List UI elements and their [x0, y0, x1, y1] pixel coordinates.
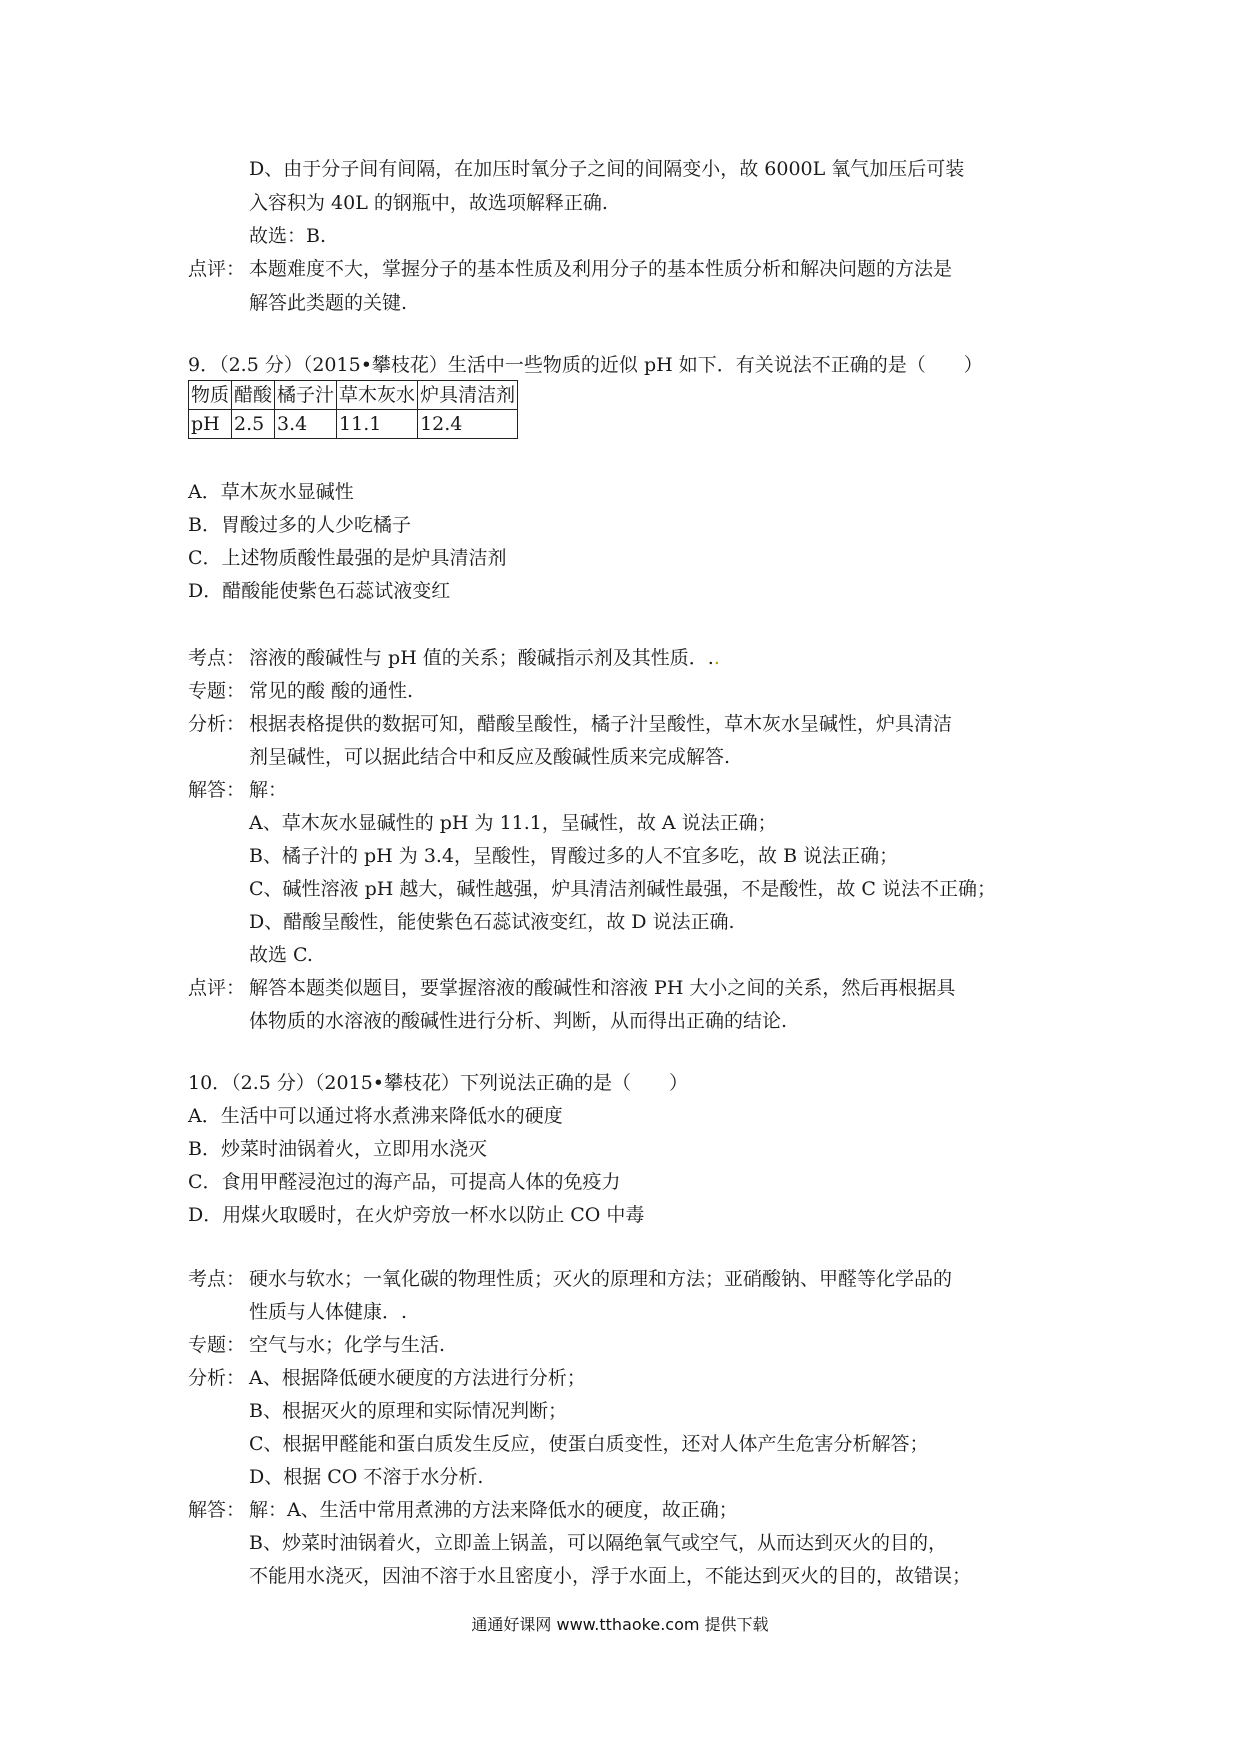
q10-fenxi-label: 分析： — [188, 1367, 246, 1389]
prev-comment-line1: 本题难度不大，掌握分子的基本性质及利用分子的基本性质分析和解决问题的方法是 — [249, 258, 953, 280]
table-cell: 12.4 — [418, 410, 518, 439]
q9-zhuanti-label: 专题： — [188, 680, 246, 702]
q9-option-b: B．胃酸过多的人少吃橘子 — [188, 514, 411, 536]
page-footer: 通通好课网 www.tthaoke.com 提供下载 — [471, 1615, 769, 1634]
q9-jieda-line: 故选 C. — [249, 944, 313, 966]
q9-jieda-label: 解答： — [188, 779, 246, 801]
q9-fenxi-label: 分析： — [188, 713, 246, 735]
q10-kaodian-line1: 硬水与软水；一氧化碳的物理性质；灭火的原理和方法；亚硝酸钠、甲醛等化学品的 — [249, 1268, 953, 1290]
q10-fenxi-first: A、根据降低硬水硬度的方法进行分析； — [249, 1367, 586, 1389]
q10-fenxi-line: B、根据灭火的原理和实际情况判断； — [249, 1400, 567, 1422]
q9-dianping-line2: 体物质的水溶液的酸碱性进行分析、判断，从而得出正确的结论. — [249, 1010, 788, 1032]
q9-jieda-line: D、醋酸呈酸性，能使紫色石蕊试液变红，故 D 说法正确. — [249, 911, 735, 933]
prev-comment-line2: 解答此类题的关键. — [249, 292, 408, 314]
q9-kaodian-label: 考点： — [188, 647, 246, 669]
q10-option-a: A．生活中可以通过将水煮沸来降低水的硬度 — [188, 1105, 563, 1127]
q9-option-c: C．上述物质酸性最强的是炉具清洁剂 — [188, 547, 507, 569]
table-cell: 3.4 — [275, 410, 337, 439]
q9-option-a: A．草木灰水显碱性 — [188, 481, 354, 503]
q10-option-d: D．用煤火取暖时，在火炉旁放一杯水以防止 CO 中毒 — [188, 1204, 645, 1226]
table-cell: 2.5 — [232, 410, 275, 439]
table-cell: 草木灰水 — [337, 381, 418, 410]
q9-dianping-line1: 解答本题类似题目，要掌握溶液的酸碱性和溶液 PH 大小之间的关系，然后再根据具 — [249, 977, 956, 999]
table-cell: 11.1 — [337, 410, 418, 439]
q10-fenxi-line: D、根据 CO 不溶于水分析. — [249, 1466, 484, 1488]
q10-kaodian-label: 考点： — [188, 1268, 246, 1290]
q9-fenxi-line1: 根据表格提供的数据可知，醋酸呈酸性，橘子汁呈酸性，草木灰水呈碱性，炉具清洁 — [249, 713, 953, 735]
ph-table — [188, 380, 518, 439]
q9-jieda-head: 解： — [249, 779, 288, 801]
q10-stem: 10．（2.5 分）（2015•攀枝花）下列说法正确的是（ ） — [188, 1072, 688, 1094]
q9-kaodian — [249, 644, 720, 672]
q10-option-b: B．炒菜时油锅着火，立即用水浇灭 — [188, 1138, 487, 1160]
q10-kaodian-line2: 性质与人体健康．. — [249, 1301, 408, 1323]
q9-jieda-line: A、草木灰水显碱性的 pH 为 11.1，呈碱性，故 A 说法正确； — [249, 812, 777, 834]
ph-table-header-row — [189, 381, 518, 410]
q10-jieda-line: B、炒菜时油锅着火，立即盖上锅盖，可以隔绝氧气或空气，从而达到灭火的目的， — [249, 1532, 947, 1554]
q9-stem: 9．（2.5 分）（2015•攀枝花）生活中一些物质的近似 pH 如下．有关说法不正确的是（ ） — [188, 354, 983, 376]
q9-option-d: D．醋酸能使紫色石蕊试液变红 — [188, 580, 451, 602]
prev-option-d-line1: D、由于分子间有间隔，在加压时氧分子之间的间隔变小，故 6000L 氧气加压后可装 — [249, 158, 965, 180]
prev-option-d-line2: 入容积为 40L 的钢瓶中，故选项解释正确. — [249, 192, 608, 214]
ph-table-value-row — [189, 410, 518, 439]
q9-jieda-line: B、橘子汁的 pH 为 3.4，呈酸性，胃酸过多的人不宜多吃，故 B 说法正确； — [249, 845, 899, 867]
q9-kaodian-mark: . — [713, 647, 720, 669]
table-cell: 物质 — [189, 381, 232, 410]
table-cell: 炉具清洁剂 — [418, 381, 518, 410]
q10-jieda-label: 解答： — [188, 1499, 246, 1521]
table-cell: 橘子汁 — [275, 381, 337, 410]
prev-comment-label: 点评： — [188, 258, 246, 280]
q10-zhuanti: 空气与水；化学与生活. — [249, 1334, 446, 1356]
q9-dianping-label: 点评： — [188, 977, 246, 999]
q10-jieda-line: 不能用水浇灭，因油不溶于水且密度小，浮于水面上，不能达到灭火的目的，故错误； — [249, 1565, 972, 1587]
q10-fenxi-line: C、根据甲醛能和蛋白质发生反应，使蛋白质变性，还对人体产生危害分析解答； — [249, 1433, 929, 1455]
q9-jieda-line: C、碱性溶液 pH 越大，碱性越强，炉具清洁剂碱性最强，不是酸性，故 C 说法不正确； — [249, 878, 996, 900]
table-cell: 醋酸 — [232, 381, 275, 410]
q9-zhuanti: 常见的酸 酸的通性. — [249, 680, 414, 702]
q10-option-c: C．食用甲醛浸泡过的海产品，可提高人体的免疫力 — [188, 1171, 621, 1193]
prev-answer: 故选：B. — [249, 225, 327, 247]
q10-jieda-first: 解：A、生活中常用煮沸的方法来降低水的硬度，故正确； — [249, 1499, 738, 1521]
q10-zhuanti-label: 专题： — [188, 1334, 246, 1356]
q9-kaodian-text: 溶液的酸碱性与 pH 值的关系；酸碱指示剂及其性质．. — [249, 647, 714, 669]
q9-fenxi-line2: 剂呈碱性，可以据此结合中和反应及酸碱性质来完成解答. — [249, 746, 731, 768]
table-cell: pH — [189, 410, 232, 439]
